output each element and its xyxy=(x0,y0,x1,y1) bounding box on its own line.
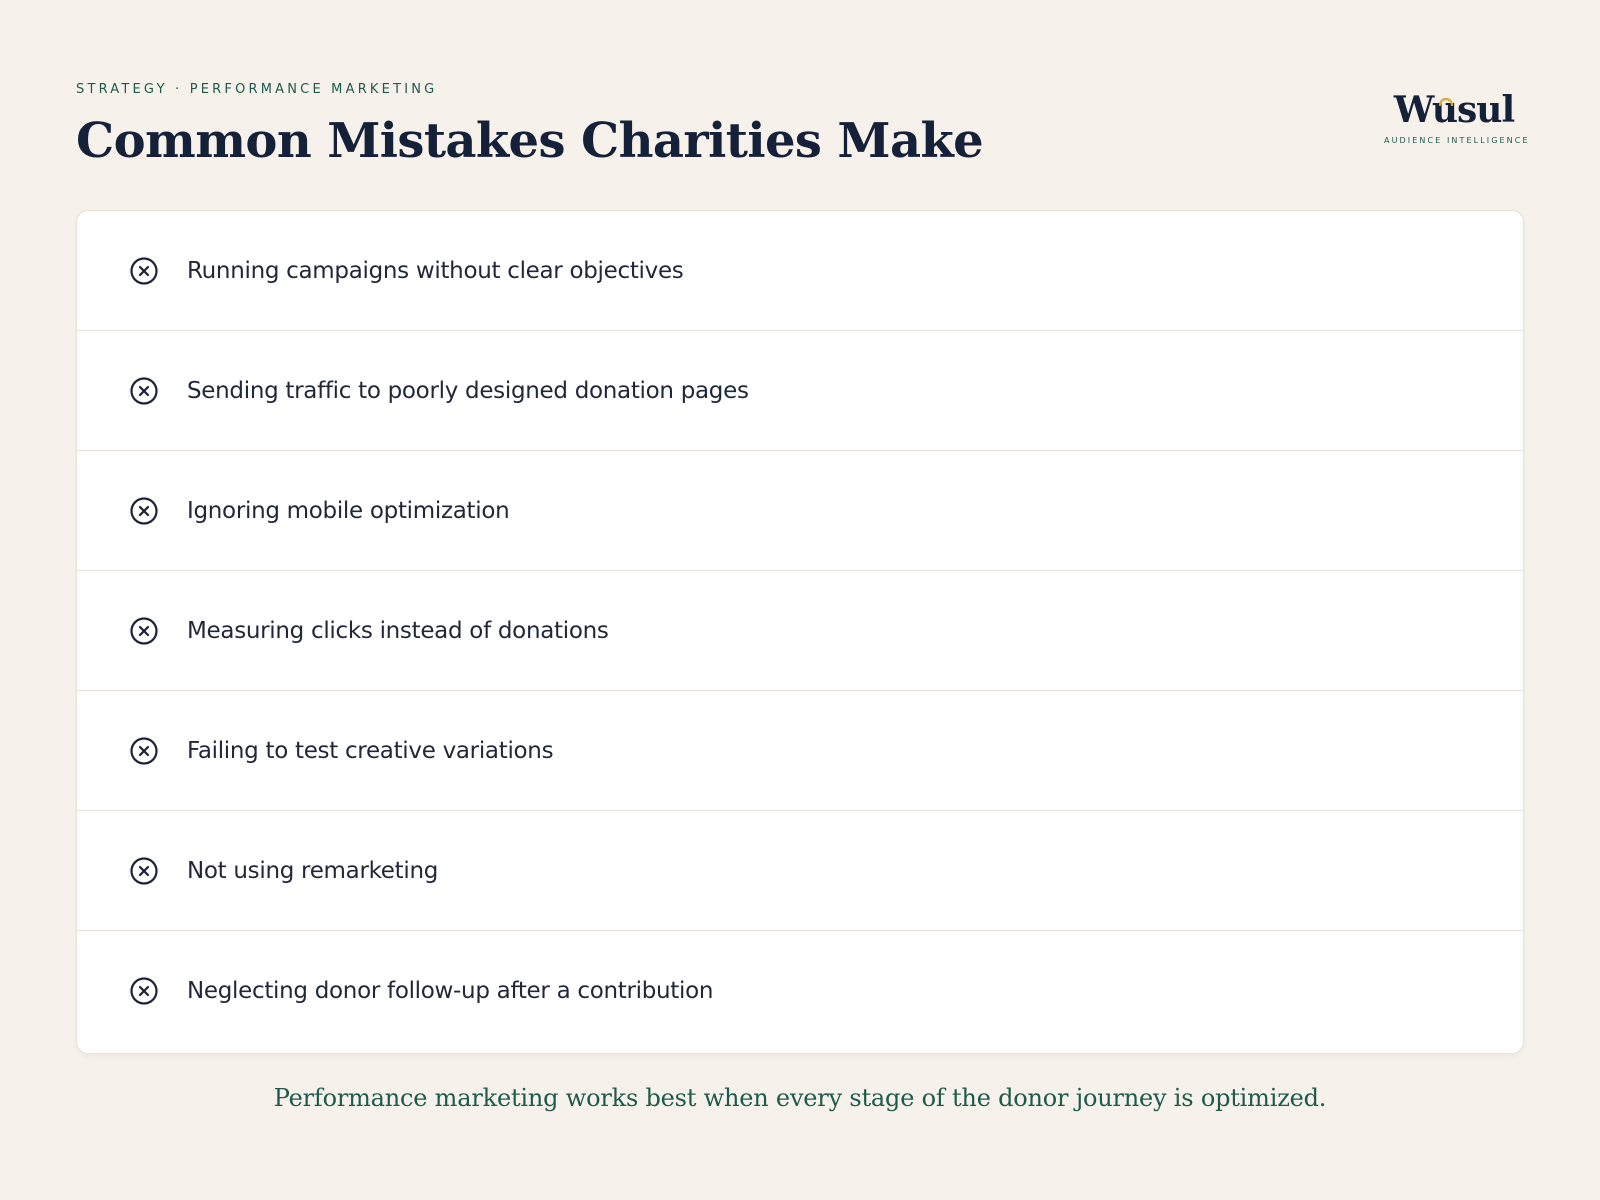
list-item xyxy=(77,691,1523,811)
list-item xyxy=(77,451,1523,571)
x-circle-icon xyxy=(129,376,159,406)
list-item xyxy=(77,331,1523,451)
x-circle-icon xyxy=(129,976,159,1006)
logo-arc-icon xyxy=(1438,92,1454,106)
list-item xyxy=(77,811,1523,931)
list-item xyxy=(77,931,1523,1051)
mistakes-card xyxy=(76,210,1524,1054)
page-title: Common Mistakes Charities Make xyxy=(76,113,984,169)
eyebrow-label: STRATEGY · PERFORMANCE MARKETING xyxy=(76,82,438,97)
list-item-text: Neglecting donor follow-up after a contribution xyxy=(187,978,714,1004)
brand-logo xyxy=(1384,88,1530,145)
logo-wordmark xyxy=(1394,88,1514,132)
footer-note: Performance marketing works best when every stage of the donor journey is optimized. xyxy=(273,1084,1327,1112)
list-item xyxy=(77,571,1523,691)
list-item-text: Not using remarketing xyxy=(187,857,439,884)
x-circle-icon xyxy=(129,256,159,286)
x-circle-icon xyxy=(129,616,159,646)
x-circle-icon xyxy=(129,856,159,886)
x-circle-icon xyxy=(129,496,159,526)
list-item-text: Sending traffic to poorly designed donation pages xyxy=(187,377,749,404)
x-circle-icon xyxy=(129,736,159,766)
list-item-text: Ignoring mobile optimization xyxy=(187,497,510,524)
list-item-text: Measuring clicks instead of donations xyxy=(187,617,609,644)
logo-tagline: AUDIENCE INTELLIGENCE xyxy=(1384,136,1530,145)
list-item xyxy=(77,211,1523,331)
logo-wordmark-text: Wusul xyxy=(1393,89,1515,131)
list-item-text: Running campaigns without clear objectives xyxy=(187,257,684,284)
list-item-text: Failing to test creative variations xyxy=(187,737,554,764)
